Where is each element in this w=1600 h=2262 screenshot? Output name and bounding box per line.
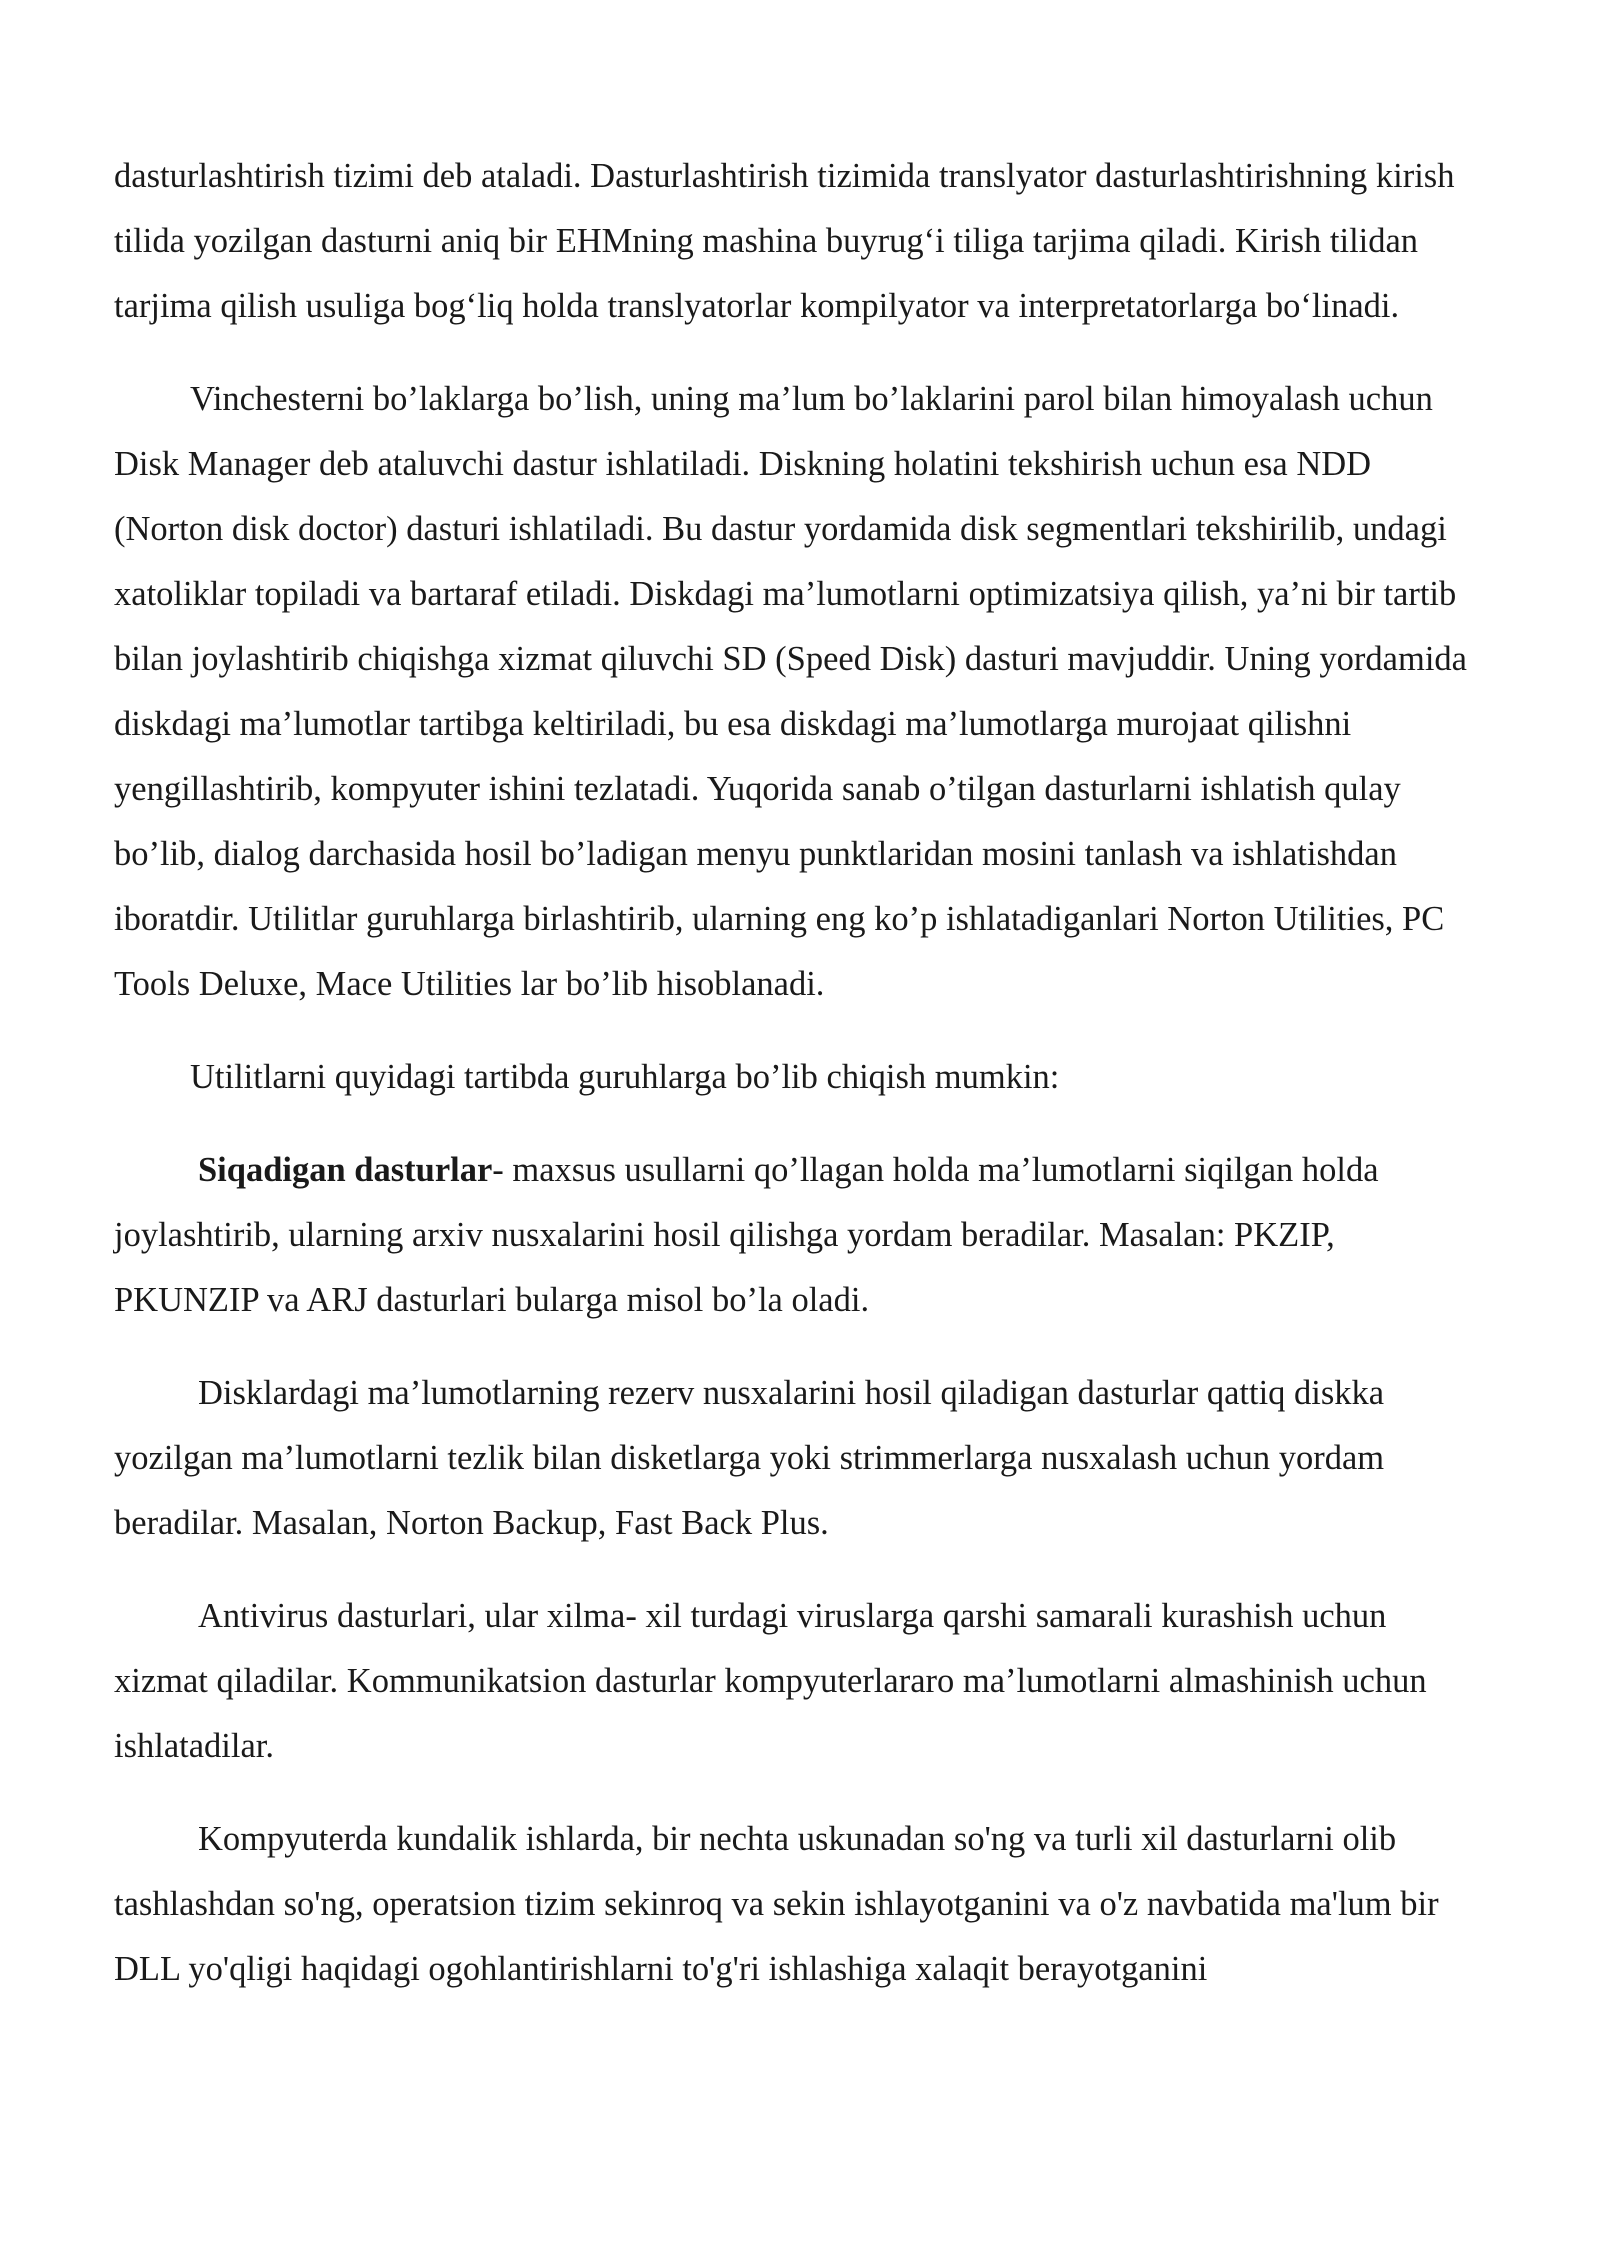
paragraph-text: - maxsus usullarni qo’llagan holda ma’lumotlarni siqilgan holda joylashtirib, ularning arxiv nusxalarini hosil qilishga yordam beradilar. Masalan: PKZIP, PKUNZIP va ARJ dasturlari bularga misol bo’la oladi. (114, 1151, 1379, 1319)
paragraph-text: dasturlashtirish tizimi deb ataladi. Dasturlashtirish tizimida translyator dasturlashtirishning kirish tilida yozilgan dasturni aniq bir EHMning mashina buyrug‘i tiliga tarjima qiladi. Kirish tilidan tarjima qilish usuliga bog‘liq holda translyatorlar kompilyator va interpretatorlarga bo‘linadi. (114, 157, 1455, 325)
bold-term: Siqadigan dasturlar (198, 1151, 493, 1189)
paragraph-antivirus-programs (114, 1584, 1486, 1779)
paragraph-translator-systems (114, 144, 1486, 339)
paragraph-backup-programs (114, 1361, 1486, 1556)
paragraph-text: Utilitlarni quyidagi tartibda guruhlarga bo’lib chiqish mumkin: (190, 1058, 1060, 1096)
paragraph-compression-programs (114, 1138, 1486, 1333)
paragraph-text: Disklardagi ma’lumotlarning rezerv nusxalarini hosil qiladigan dasturlar qattiq diskka yozilgan ma’lumotlarni tezlik bilan disketlarga yoki strimmerlarga nusxalash uchun yordam beradilar. Masalan, Norton Backup, Fast Back Plus. (114, 1374, 1385, 1542)
paragraph-system-slowdown (114, 1807, 1486, 2002)
paragraph-text: Vinchesterni bo’laklarga bo’lish, uning ma’lum bo’laklarini parol bilan himoyalash uchun Disk Manager deb ataluvchi dastur ishlatiladi. Diskning holatini tekshirish uchun esa NDD (Norton disk doctor) dasturi ishlatiladi. Bu dastur yordamida disk segmentlari tekshirilib, undagi xatoliklar topiladi va bartaraf etiladi. Diskdagi ma’lumotlarni optimizatsiya qilish, ya’ni bir tartib bilan joylashtirib chiqishga xizmat qiluvchi SD (Speed Disk) dasturi mavjuddir. Uning yordamida diskdagi ma’lumotlar tartibga keltiriladi, bu esa diskdagi ma’lumotlarga murojaat qilishni yengillashtirib, kompyuter ishini tezlatadi. Yuqorida sanab o’tilgan dasturlarni ishlatish qulay bo’lib, dialog darchasida hosil bo’ladigan menyu punktlaridan mosini tanlash va ishlatishdan iboratdir. Utilitlar guruhlarga birlashtirib, ularning eng ko’p ishlatadiganlari Norton Utilities, PC Tools Deluxe, Mace Utilities lar bo’lib hisoblanadi. (114, 380, 1467, 1003)
paragraph-disk-utilities (114, 367, 1486, 1017)
paragraph-utility-groups-intro (114, 1045, 1486, 1110)
document-body (114, 144, 1486, 2030)
paragraph-text: Kompyuterda kundalik ishlarda, bir nechta uskunadan so'ng va turli xil dasturlarni olib tashlashdan so'ng, operatsion tizim sekinroq va sekin ishlayotganini va o'z navbatida ma'lum bir DLL yo'qligi haqidagi ogohlantirishlarni to'g'ri ishlashiga xalaqit berayotganini (114, 1820, 1439, 1988)
paragraph-text: Antivirus dasturlari, ular xilma- xil turdagi viruslarga qarshi samarali kurashish uchun xizmat qiladilar. Kommunikatsion dasturlar kompyuterlararo ma’lumotlarni almashinish uchun ishlatadilar. (114, 1597, 1427, 1765)
